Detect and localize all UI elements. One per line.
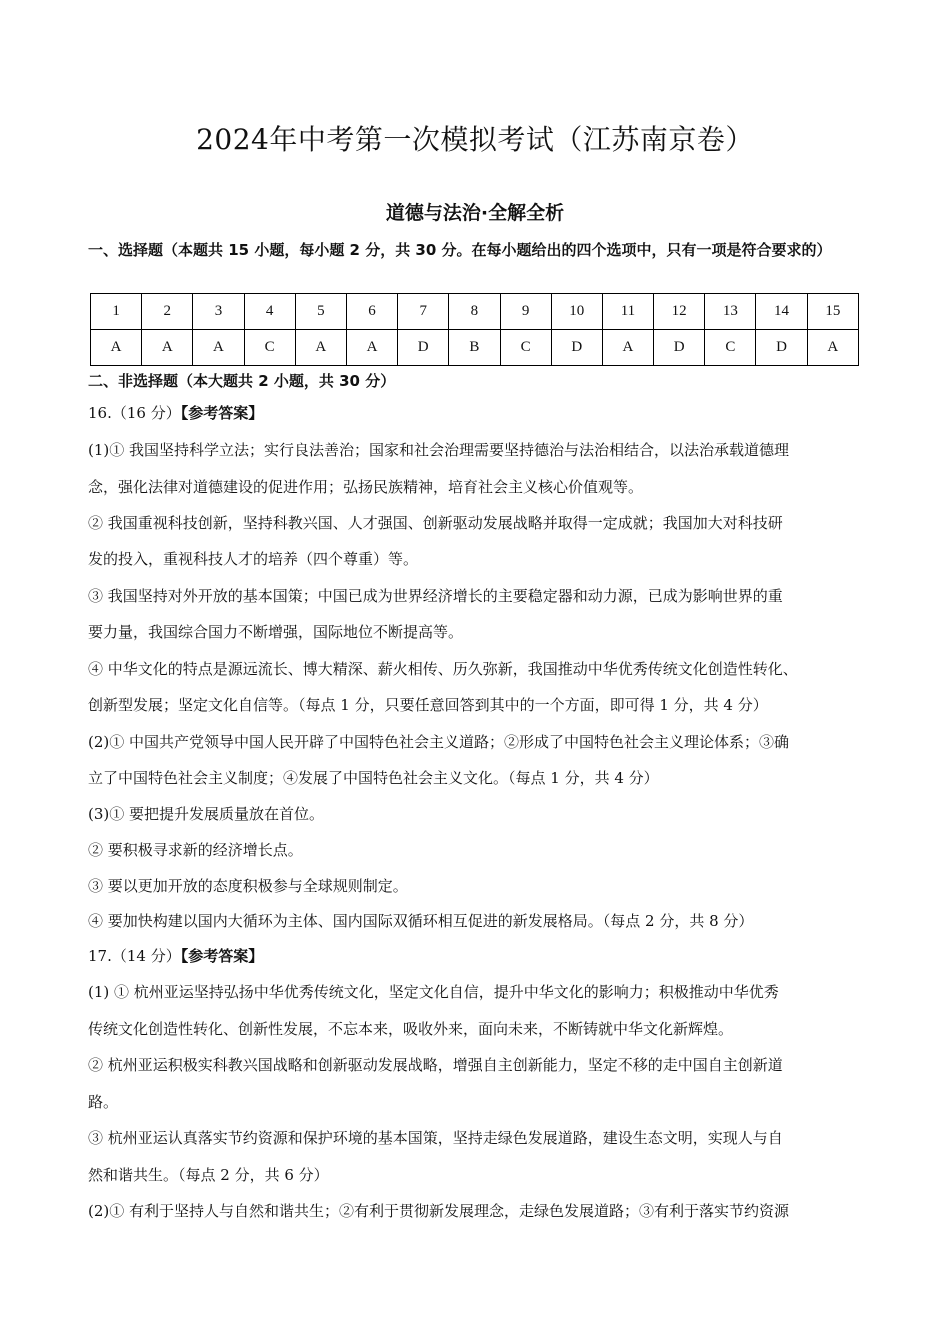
question-number: 3 bbox=[193, 294, 244, 330]
question-number: 1 bbox=[91, 294, 142, 330]
q16-answer-tag: 【参考答案】 bbox=[180, 404, 264, 422]
answer-table-number-row bbox=[91, 294, 859, 330]
question-number: 5 bbox=[295, 294, 346, 330]
q17-line: 路。 bbox=[88, 1093, 119, 1111]
answer-cell: A bbox=[807, 330, 858, 366]
q16-line: ③ 要以更加开放的态度积极参与全球规则制定。 bbox=[88, 877, 408, 895]
question-number: 2 bbox=[142, 294, 193, 330]
q16-line: 发的投入，重视科技人才的培养（四个尊重）等。 bbox=[88, 550, 419, 568]
question-number: 11 bbox=[602, 294, 653, 330]
q16-line: 念，强化法律对道德建设的促进作用；弘扬民族精神，培育社会主义核心价值观等。 bbox=[88, 478, 644, 496]
q16-line: 立了中国特色社会主义制度；④发展了中国特色社会主义文化。（每点 1 分，共 4 分） bbox=[88, 769, 659, 787]
question-number: 12 bbox=[654, 294, 705, 330]
section1-heading: 一、选择题（本题共 15 小题，每小题 2 分，共 30 分。在每小题给出的四个选项中，只有一项是符合要求的） bbox=[88, 241, 832, 259]
answer-cell: A bbox=[142, 330, 193, 366]
answer-cell: B bbox=[449, 330, 500, 366]
q16-line: 创新型发展；坚定文化自信等。（每点 1 分，只要任意回答到其中的一个方面，即可得 1 分，共 4 分） bbox=[88, 696, 768, 714]
answer-cell: A bbox=[602, 330, 653, 366]
q16-number: 16. bbox=[88, 404, 112, 422]
answer-cell: D bbox=[398, 330, 449, 366]
answer-table bbox=[90, 293, 859, 366]
q16-line: ④ 要加快构建以国内大循环为主体、国内国际双循环相互促进的新发展格局。（每点 2 分，共 8 分） bbox=[88, 912, 754, 930]
answer-cell: C bbox=[705, 330, 756, 366]
q17-number: 17. bbox=[88, 947, 112, 965]
q16-line: (1)① 我国坚持科学立法；实行良法善治；国家和社会治理需要坚持德治与法治相结合，以法治承载道德理 bbox=[88, 441, 790, 459]
q17-line: (1) ① 杭州亚运坚持弘扬中华优秀传统文化，坚定文化自信，提升中华文化的影响力；积极推动中华优秀 bbox=[88, 983, 779, 1001]
question-number: 9 bbox=[500, 294, 551, 330]
question-number: 13 bbox=[705, 294, 756, 330]
question-number: 6 bbox=[346, 294, 397, 330]
q17-heading bbox=[88, 946, 873, 966]
question-number: 8 bbox=[449, 294, 500, 330]
answer-cell: A bbox=[91, 330, 142, 366]
section2-heading: 二、非选择题（本大题共 2 小题，共 30 分） bbox=[88, 372, 396, 390]
answer-cell: A bbox=[295, 330, 346, 366]
answer-cell: A bbox=[346, 330, 397, 366]
question-number: 14 bbox=[756, 294, 807, 330]
question-number: 10 bbox=[551, 294, 602, 330]
answer-cell: D bbox=[551, 330, 602, 366]
q17-score: （14 分） bbox=[111, 947, 181, 965]
q17-line: ② 杭州亚运积极实科教兴国战略和创新驱动发展战略，增强自主创新能力，坚定不移的走中国自主创新道 bbox=[88, 1056, 783, 1074]
q16-heading bbox=[88, 403, 873, 423]
question-number: 15 bbox=[807, 294, 858, 330]
answer-table-answer-row bbox=[91, 330, 859, 366]
q17-line: 传统文化创造性转化、创新性发展，不忘本来，吸收外来，面向未来，不断铸就中华文化新辉煌。 bbox=[88, 1020, 734, 1038]
question-number: 4 bbox=[244, 294, 295, 330]
q16-line: ② 我国重视科技创新，坚持科教兴国、人才强国、创新驱动发展战略并取得一定成就；我国加大对科技研 bbox=[88, 514, 783, 532]
q16-line: 要力量，我国综合国力不断增强，国际地位不断提高等。 bbox=[88, 623, 464, 641]
answer-cell: C bbox=[244, 330, 295, 366]
q16-line: ② 要积极寻求新的经济增长点。 bbox=[88, 841, 303, 859]
question-number: 7 bbox=[398, 294, 449, 330]
answer-cell: A bbox=[193, 330, 244, 366]
q17-line: (2)① 有利于坚持人与自然和谐共生；②有利于贯彻新发展理念，走绿色发展道路；③有利于落实节约资源 bbox=[88, 1202, 790, 1220]
answer-cell: C bbox=[500, 330, 551, 366]
q16-line: (3)① 要把提升发展质量放在首位。 bbox=[88, 805, 325, 823]
q16-score: （16 分） bbox=[111, 404, 181, 422]
answer-cell: D bbox=[654, 330, 705, 366]
answer-cell: D bbox=[756, 330, 807, 366]
q17-line: ③ 杭州亚运认真落实节约资源和保护环境的基本国策，坚持走绿色发展道路，建设生态文明，实现人与自 bbox=[88, 1129, 783, 1147]
q16-line: (2)① 中国共产党领导中国人民开辟了中国特色社会主义道路；②形成了中国特色社会主义理论体系；③确 bbox=[88, 733, 790, 751]
q17-answer-tag: 【参考答案】 bbox=[180, 947, 264, 965]
page-title: 2024年中考第一次模拟考试（江苏南京卷） bbox=[196, 123, 754, 156]
q16-line: ④ 中华文化的特点是源远流长、博大精深、薪火相传、历久弥新，我国推动中华优秀传统文化创造性转化、 bbox=[88, 660, 798, 678]
page-subtitle: 道德与法治·全解全析 bbox=[385, 202, 565, 224]
q17-line: 然和谐共生。（每点 2 分，共 6 分） bbox=[88, 1166, 329, 1184]
q16-line: ③ 我国坚持对外开放的基本国策；中国已成为世界经济增长的主要稳定器和动力源，已成为影响世界的重 bbox=[88, 587, 783, 605]
